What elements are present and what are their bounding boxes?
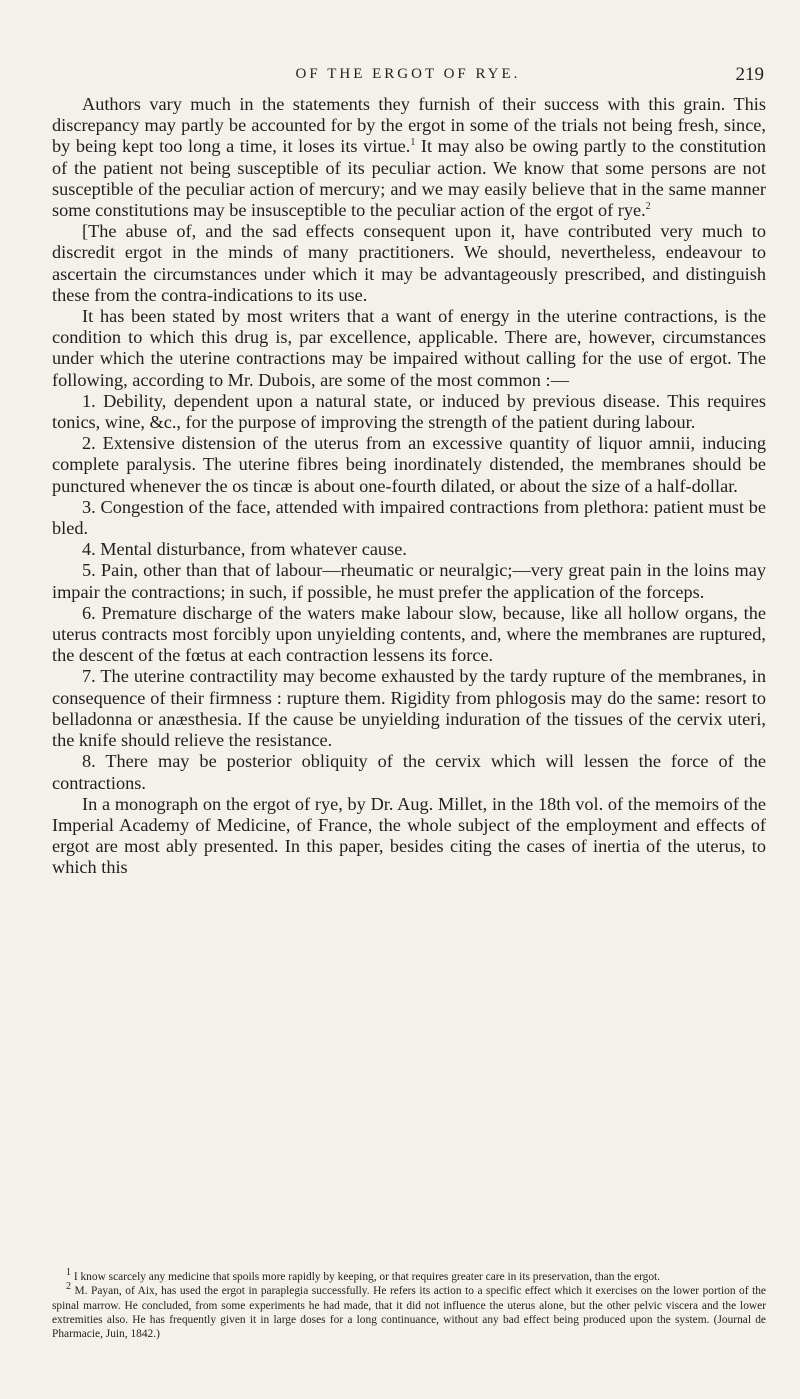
running-title: OF THE ERGOT OF RYE.	[295, 66, 521, 82]
footnote	[52, 1267, 766, 1284]
list-item: 2. Extensive distension of the uterus from an excessive quantity of liquor amnii, inducing complete paralysis. The uterine fibres being inordinately distended, the membranes should be punctured whenever the os tincæ is about one-fourth dilated, or about the size of a half-dollar.	[52, 433, 766, 496]
list-item: 6. Premature discharge of the waters make labour slow, because, like all hollow organs, the uterus contracts most forcibly upon unyielding contents, and, where the membranes are ruptured, the descent of the fœtus at each contraction lessens its force.	[52, 602, 766, 666]
running-header	[52, 66, 764, 83]
footnote-text: I know scarcely any medicine that spoils more rapidly by keeping, or that requires greater care in its preservation, than the ergot.	[71, 1271, 661, 1283]
list-item: 7. The uterine contractility may become exhausted by the tardy rupture of the membranes, in consequence of their firmness : rupture them. Rigidity from phlogosis may do the same: resort to belladonna or anæsthesia. If the cause be unyielding induration of the tissues of the cervix uteri, the knife should relieve the resistance.	[52, 666, 766, 751]
list-item: 8. There may be posterior obliquity of the cervix which will lessen the force of the contractions.	[52, 751, 766, 793]
footnote-text: M. Payan, of Aix, has used the ergot in paraplegia successfully. He refers its action to a specific effect which it exercises on the lower portion of the spinal marrow. He concluded, from some experiments he had made, that it did not influence the uterus alone, but the other pelvic viscera and the lower extremities also. He has frequently given it in large doses for a long continuance, without any bad effect being produced upon the system. (Journal de Pharmacie, Juin, 1842.)	[52, 1285, 766, 1341]
page-number: 219	[735, 64, 764, 85]
footnote-ref: 1	[410, 137, 416, 149]
paragraph	[52, 94, 766, 221]
footnote-mark: 2	[66, 1281, 71, 1293]
text-span: It may also be owing partly to the constitution of the patient not being susceptible of its peculiar action. We know that some persons are not susceptible of the peculiar action of mercury; and we may easily believe that in the same manner some constitutions may be insusceptible to the peculiar action of the ergot of rye.	[52, 136, 766, 221]
footnote-mark: 1	[66, 1267, 71, 1279]
footnotes	[52, 1267, 766, 1341]
footnote-ref: 2	[645, 200, 651, 212]
text-span: Authors vary much in the statements they furnish of their success with this grain. This discrepancy may partly be accounted for by the ergot in some of the trials not being fresh, since, by being kept too long a time, it loses its virtue.	[52, 94, 766, 157]
list-item: 3. Congestion of the face, attended with impaired contractions from plethora: patient must be bled.	[52, 496, 766, 539]
footnote	[52, 1281, 766, 1341]
paragraph: In a monograph on the ergot of rye, by Dr. Aug. Millet, in the 18th vol. of the memoirs of the Imperial Academy of Medicine, of France, the whole subject of the employment and effects of ergot are most ably presented. In this paper, besides citing the cases of inertia of the uterus, to which this	[52, 793, 766, 878]
list-item: 4. Mental disturbance, from whatever cause.	[82, 539, 407, 560]
paragraph: It has been stated by most writers that a want of energy in the uterine contractions, is the condition to which this drug is, par excellence, applicable. There are, however, circumstances under which the uterine contractions may be impaired without calling for the use of ergot. The following, according to Mr. Dubois, are some of the most common :—	[52, 306, 766, 390]
paragraph: [The abuse of, and the sad effects consequent upon it, have contributed very much to discredit ergot in the minds of many practitioners. We should, nevertheless, endeavour to ascertain the circumstances under which it may be advantageously prescribed, and distinguish these from the contra-indications to its use.	[52, 221, 766, 305]
main-text	[52, 94, 766, 879]
list-item: 1. Debility, dependent upon a natural state, or induced by previous disease. This requires tonics, wine, &c., for the purpose of improving the strength of the patient during labour.	[52, 390, 766, 433]
list-item: 5. Pain, other than that of labour—rheumatic or neuralgic;—very great pain in the loins may impair the contractions; in such, if possible, he must prefer the application of the forceps.	[52, 560, 766, 602]
